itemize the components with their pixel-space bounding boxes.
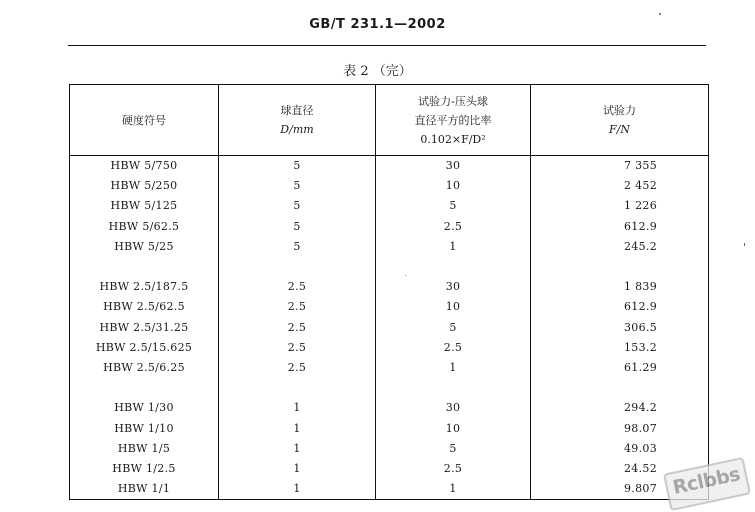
table-row [70, 398, 709, 418]
cell-ball-diameter: 2.5 [219, 338, 376, 358]
table-row [70, 439, 709, 459]
spacer-cell [70, 257, 219, 277]
cell-hardness-symbol: HBW 5/250 [70, 176, 219, 196]
cell-test-force: 1 226 [531, 196, 709, 216]
cell-hardness-symbol: HBW 5/62.5 [70, 217, 219, 237]
table-caption: 表 2 （完） [343, 64, 412, 79]
cell-hardness-symbol: HBW 1/10 [70, 418, 219, 438]
spacer-cell [531, 378, 709, 398]
table-header-row [70, 85, 709, 156]
cell-test-force: 612.9 [531, 217, 709, 237]
table-row [70, 459, 709, 479]
cell-hardness-symbol: HBW 5/25 [70, 237, 219, 257]
cell-test-force: 61.29 [531, 358, 709, 378]
cell-hardness-symbol: HBW 5/125 [70, 196, 219, 216]
spacer-cell [376, 378, 531, 398]
cell-hardness-symbol: HBW 2.5/31.25 [70, 318, 219, 338]
cell-ball-diameter: 5 [219, 196, 376, 216]
cell-force-ratio: 30 [376, 398, 531, 418]
header-hardness-symbol [70, 85, 219, 156]
cell-force-ratio: 1 [376, 237, 531, 257]
table-body [70, 156, 709, 500]
scan-speck [744, 243, 745, 246]
scan-speck [405, 275, 406, 276]
header-test-force-unit: F/N [609, 123, 630, 136]
cell-hardness-symbol: HBW 1/30 [70, 398, 219, 418]
header-force-ratio-line2: 直径平方的比率 [414, 113, 492, 127]
cell-ball-diameter: 2.5 [219, 297, 376, 317]
cell-test-force: 2 452 [531, 176, 709, 196]
standard-number-header: GB/T 231.1—2002 [309, 17, 446, 32]
cell-test-force: 98.07 [531, 418, 709, 438]
cell-force-ratio: 2.5 [376, 217, 531, 237]
table-row [70, 297, 709, 317]
spacer-cell [531, 257, 709, 277]
watermark-text: Rclbbs [670, 463, 742, 499]
header-rule [68, 45, 706, 46]
cell-test-force: 9.807 [531, 479, 709, 500]
cell-force-ratio: 1 [376, 479, 531, 500]
header-force-ratio [376, 85, 531, 156]
cell-hardness-symbol: HBW 1/1 [70, 479, 219, 500]
header-test-force [531, 85, 709, 156]
cell-ball-diameter: 5 [219, 217, 376, 237]
spacer-cell [70, 378, 219, 398]
spacer-cell [376, 257, 531, 277]
cell-test-force: 306.5 [531, 318, 709, 338]
cell-force-ratio: 5 [376, 196, 531, 216]
table-row [70, 237, 709, 257]
cell-hardness-symbol: HBW 2.5/187.5 [70, 277, 219, 297]
cell-test-force: 245.2 [531, 237, 709, 257]
table-row [70, 176, 709, 196]
table-row [70, 338, 709, 358]
cell-force-ratio: 10 [376, 176, 531, 196]
cell-ball-diameter: 1 [219, 459, 376, 479]
cell-force-ratio: 30 [376, 156, 531, 177]
cell-ball-diameter: 2.5 [219, 277, 376, 297]
table-row [70, 217, 709, 237]
group-spacer-row [70, 378, 709, 398]
group-spacer-row [70, 257, 709, 277]
spacer-cell [219, 378, 376, 398]
cell-force-ratio: 5 [376, 439, 531, 459]
cell-hardness-symbol: HBW 2.5/62.5 [70, 297, 219, 317]
cell-ball-diameter: 1 [219, 398, 376, 418]
cell-ball-diameter: 1 [219, 439, 376, 459]
header-ball-diameter-unit: D/mm [280, 123, 314, 136]
cell-test-force: 612.9 [531, 297, 709, 317]
table-row [70, 318, 709, 338]
cell-force-ratio: 10 [376, 297, 531, 317]
cell-hardness-symbol: HBW 2.5/15.625 [70, 338, 219, 358]
cell-test-force: 1 839 [531, 277, 709, 297]
table-row [70, 156, 709, 177]
table-row [70, 418, 709, 438]
cell-force-ratio: 2.5 [376, 338, 531, 358]
cell-hardness-symbol: HBW 1/5 [70, 439, 219, 459]
cell-test-force: 7 355 [531, 156, 709, 177]
table-row [70, 196, 709, 216]
cell-hardness-symbol: HBW 1/2.5 [70, 459, 219, 479]
cell-ball-diameter: 5 [219, 156, 376, 177]
cell-ball-diameter: 5 [219, 237, 376, 257]
cell-force-ratio: 5 [376, 318, 531, 338]
cell-hardness-symbol: HBW 2.5/6.25 [70, 358, 219, 378]
cell-force-ratio: 2.5 [376, 459, 531, 479]
header-ball-diameter [219, 85, 376, 156]
header-force-ratio-formula: 0.102×F/D² [420, 132, 486, 146]
cell-force-ratio: 1 [376, 358, 531, 378]
spacer-cell [219, 257, 376, 277]
cell-force-ratio: 10 [376, 418, 531, 438]
cell-test-force: 24.52 [531, 459, 709, 479]
header-hardness-symbol-label: 硬度符号 [122, 113, 166, 127]
cell-hardness-symbol: HBW 5/750 [70, 156, 219, 177]
header-test-force-label: 试验力 [603, 104, 636, 117]
header-ball-diameter-label: 球直径 [280, 104, 314, 117]
cell-ball-diameter: 1 [219, 479, 376, 500]
cell-test-force: 153.2 [531, 338, 709, 358]
cell-ball-diameter: 5 [219, 176, 376, 196]
table-row [70, 479, 709, 500]
cell-ball-diameter: 1 [219, 418, 376, 438]
table-row [70, 277, 709, 297]
table-row [70, 358, 709, 378]
cell-ball-diameter: 2.5 [219, 358, 376, 378]
cell-ball-diameter: 2.5 [219, 318, 376, 338]
cell-test-force: 49.03 [531, 439, 709, 459]
cell-test-force: 294.2 [531, 398, 709, 418]
scan-speck [659, 13, 661, 15]
hardness-table [69, 84, 709, 500]
cell-force-ratio: 30 [376, 277, 531, 297]
header-force-ratio-line1: 试验力-压头球 [418, 94, 488, 108]
